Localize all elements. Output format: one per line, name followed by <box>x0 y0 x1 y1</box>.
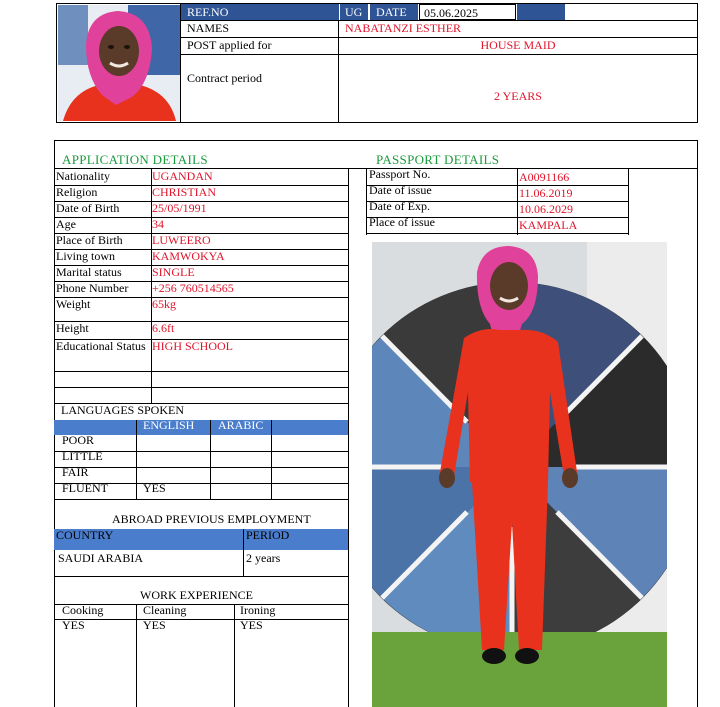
language-level: FLUENT <box>62 481 108 495</box>
application-label: Age <box>56 217 76 231</box>
passport-label: Date of Exp. <box>369 199 430 213</box>
application-value: UGANDAN <box>152 169 213 183</box>
application-value: 25/05/1991 <box>152 201 207 215</box>
passport-title: PASSPORT DETAILS <box>376 152 500 167</box>
work-val-ironing: YES <box>240 618 263 632</box>
work-title: WORK EXPERIENCE <box>140 588 253 602</box>
names-value: NABATANZI ESTHER <box>345 21 462 35</box>
application-label: Educational Status <box>56 339 146 353</box>
passport-label: Date of issue <box>369 183 432 197</box>
lang-col-arabic: ARABIC <box>218 418 264 432</box>
work-col-cleaning: Cleaning <box>143 603 187 617</box>
post-value: HOUSE MAID <box>480 38 556 52</box>
work-col-cooking: Cooking <box>62 603 104 617</box>
passport-photo <box>58 5 180 121</box>
names-label: NAMES <box>187 21 230 35</box>
abroad-title: ABROAD PREVIOUS EMPLOYMENT <box>112 512 311 526</box>
lang-col-line <box>271 420 272 499</box>
row-divider <box>54 499 348 500</box>
row-divider <box>54 467 348 468</box>
refno-label: REF.NO <box>181 4 339 20</box>
application-label: Place of Birth <box>56 233 123 247</box>
ug-label: UG <box>340 4 368 20</box>
application-label: Religion <box>56 185 98 199</box>
full-body-photo <box>372 242 667 707</box>
passport-label: Place of issue <box>369 215 435 229</box>
row-divider <box>54 387 348 388</box>
work-col-ironing: Ironing <box>240 603 276 617</box>
passport-value: 11.06.2019 <box>519 186 573 200</box>
abroad-country-header: COUNTRY <box>56 528 114 542</box>
date-value: 05.06.2025 <box>419 4 516 20</box>
date-extra-cell <box>517 4 565 20</box>
abroad-country: SAUDI ARABIA <box>58 551 144 565</box>
date-label: DATE <box>370 4 418 20</box>
language-level: POOR <box>62 433 95 447</box>
contract-label: Contract period <box>187 71 262 85</box>
application-label: Height <box>56 321 89 335</box>
application-label: Nationality <box>56 169 110 183</box>
language-level: LITTLE <box>62 449 103 463</box>
passport-value: A0091166 <box>519 170 570 184</box>
application-label: Date of Birth <box>56 201 120 215</box>
work-val-cleaning: YES <box>143 618 166 632</box>
row-divider <box>366 233 629 234</box>
application-value: SINGLE <box>152 265 195 279</box>
application-label: Phone Number <box>56 281 129 295</box>
post-label: POST applied for <box>187 38 272 52</box>
lang-col-english: ENGLISH <box>143 418 195 432</box>
contract-value: 2 YEARS <box>494 89 542 103</box>
application-label: Weight <box>56 297 91 311</box>
application-value: KAMWOKYA <box>152 249 225 263</box>
application-value: +256 760514565 <box>152 281 234 295</box>
abroad-period-header: PERIOD <box>246 528 290 542</box>
language-english: YES <box>143 481 166 495</box>
passport-value: 10.06.2029 <box>519 202 573 216</box>
lang-col-line <box>210 420 211 499</box>
application-value: 34 <box>152 217 164 231</box>
work-val-cooking: YES <box>62 618 85 632</box>
lang-col-line <box>136 420 137 499</box>
application-label: Living town <box>56 249 115 263</box>
passport-label: Passport No. <box>369 167 431 181</box>
application-value: HIGH SCHOOL <box>152 339 233 353</box>
languages-title: LANGUAGES SPOKEN <box>61 403 185 417</box>
passport-value: KAMPALA <box>519 218 578 232</box>
application-value: 6.6ft <box>152 321 175 335</box>
application-title: APPLICATION DETAILS <box>62 152 208 167</box>
language-level: FAIR <box>62 465 89 479</box>
abroad-period: 2 years <box>246 551 281 565</box>
application-value: 65kg <box>152 297 176 311</box>
application-label: Marital status <box>56 265 122 279</box>
application-value: CHRISTIAN <box>152 185 217 199</box>
languages-header-bar <box>54 420 348 435</box>
row-divider <box>54 371 348 372</box>
application-value: LUWEERO <box>152 233 211 247</box>
